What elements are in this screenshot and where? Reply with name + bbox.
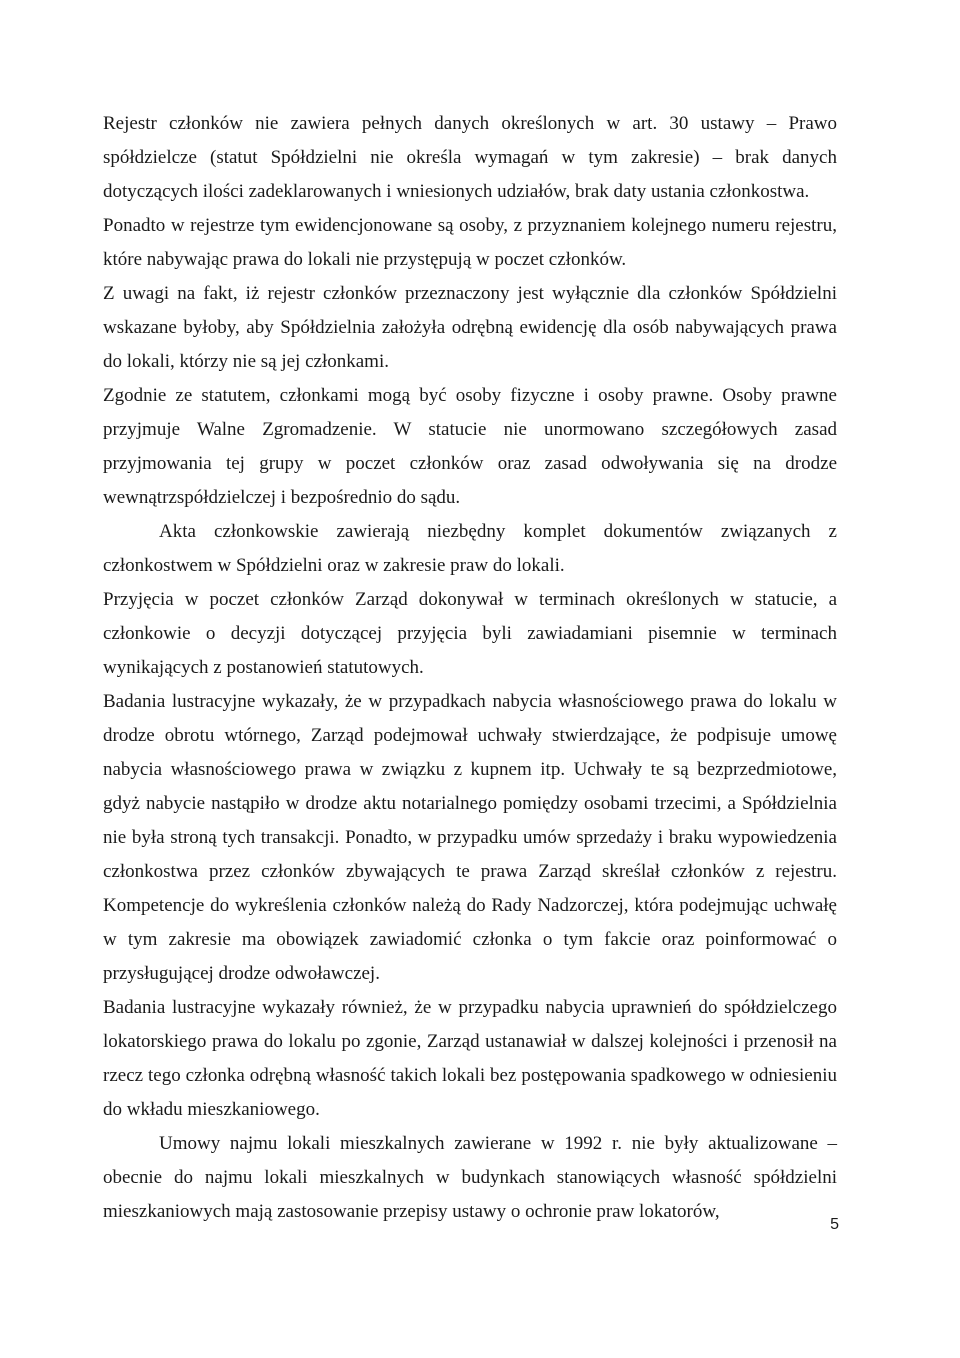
paragraph-statute-members: Zgodnie ze statutem, członkami mogą być osoby fizyczne i osoby prawne. Osoby prawne przyjmuje Walne Zgromadzenie. W statucie nie unormowano szczegółowych zasad przyjmowania tej grupy w poczet członków oraz zasad odwoływania się na drodze wewnątrzspółdzielczej i bezpośrednio do sądu. bbox=[103, 385, 837, 508]
paragraph-member-files: Akta członkowskie zawierają niezbędny komplet dokumentów związanych z członkostwem w Spółdzielni oraz w zakresie praw do lokali. bbox=[103, 521, 837, 576]
paragraph-separate-records: Z uwagi na fakt, iż rejestr członków przeznaczony jest wyłącznie dla członków Spółdzielni wskazane byłoby, aby Spółdzielnia założyła odrębną ewidencję dla osób nabywających prawa do lokali, którzy nie są jej członkami. bbox=[103, 283, 837, 372]
paragraph-members-register: Rejestr członków nie zawiera pełnych danych określonych w art. 30 ustawy – Prawo spółdzielcze (statut Spółdzielni nie określa wymagań w tym zakresie) – brak danych dotyczących ilości zadeklarowanych i wniesionych udziałów, brak daty ustania członkostwa. bbox=[103, 113, 837, 202]
page-number: 5 bbox=[830, 1216, 839, 1233]
paragraph-admissions: Przyjęcia w poczet członków Zarząd dokonywał w terminach określonych w statucie, a członkowie o decyzji dotyczącej przyjęcia byli zawiadamiani pisemnie w terminach wynikających z postanowień statutowych. bbox=[103, 589, 837, 678]
paragraph-inspection-findings-2: Badania lustracyjne wykazały również, że w przypadku nabycia uprawnień do spółdzielczego lokatorskiego prawa do lokalu po zgonie, Zarząd ustanawiał w dalszej kolejności i przenosił na rzecz tego członka odrębną własność takich lokali bez postępowania spadkowego w odniesieniu do wkładu mieszkaniowego. bbox=[103, 997, 837, 1120]
paragraph-lease-agreements: Umowy najmu lokali mieszkalnych zawierane w 1992 r. nie były aktualizowane – obecnie do najmu lokali mieszkalnych w budynkach stanowiących własność spółdzielni mieszkaniowych mają zastosowanie przepisy ustawy o ochronie praw lokatorów, bbox=[103, 1133, 837, 1222]
body-text bbox=[103, 107, 837, 1229]
paragraph-register-persons: Ponadto w rejestrze tym ewidencjonowane są osoby, z przyznaniem kolejnego numeru rejestru, które nabywając prawa do lokali nie przystępują w poczet członków. bbox=[103, 215, 837, 270]
paragraph-inspection-findings: Badania lustracyjne wykazały, że w przypadkach nabycia własnościowego prawa do lokalu w drodze obrotu wtórnego, Zarząd podejmował uchwały stwierdzające, że podpisuje umowę nabycia własnościowego prawa w związku z kupnem itp. Uchwały te są bezprzedmiotowe, gdyż nabycie nastąpiło w drodze aktu notarialnego pomiędzy osobami trzecimi, a Spółdzielnia nie była stroną tych transakcji. Ponadto, w przypadku umów sprzedaży i braku wypowiedzenia członkostwa przez członków zbywających te prawa Zarząd skreślał członków z rejestru. Kompetencje do wykreślenia członków należą do Rady Nadzorczej, która podejmując uchwałę w tym zakresie ma obowiązek zawiadomić członka o tym fakcie oraz poinformować o przysługującej drodze odwoławczej. bbox=[103, 691, 837, 984]
